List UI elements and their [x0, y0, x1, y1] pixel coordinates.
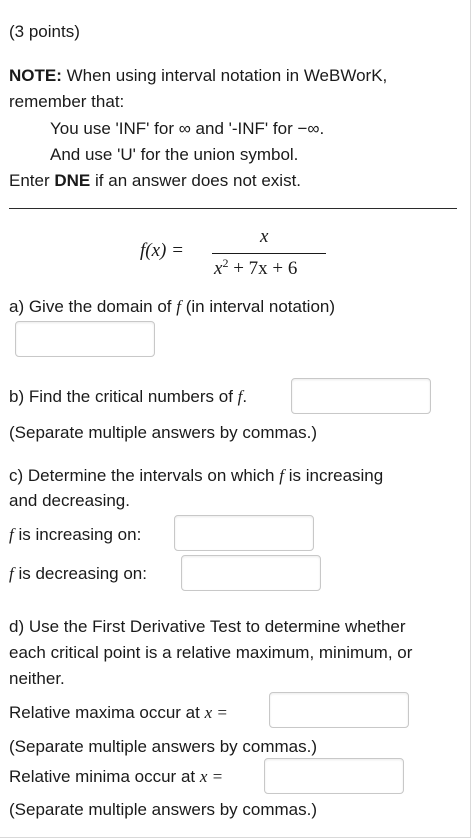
points-label: (3 points)	[9, 22, 80, 41]
dne-keyword: DNE	[54, 171, 91, 190]
question-b-note: (Separate multiple answers by commas.)	[9, 423, 318, 442]
decreasing-input[interactable]	[181, 555, 321, 591]
relative-minima-input[interactable]	[264, 758, 404, 794]
formula-denominator: $x^2 + 7x + 6$	[214, 256, 298, 279]
formula-lhs: f(x) =	[140, 240, 184, 261]
question-c-line-2: and decreasing.	[9, 491, 130, 510]
relative-maxima-label: Relative maxima occur at x =	[9, 703, 228, 722]
formula-numerator: x	[260, 226, 269, 247]
divider	[9, 208, 457, 209]
question-a: a) Give the domain of f (in interval notation)	[9, 297, 336, 316]
decreasing-label: f is decreasing on:	[9, 564, 147, 583]
question-b: b) Find the critical numbers of f.	[9, 387, 248, 406]
domain-answer-input[interactable]	[15, 321, 155, 357]
increasing-label: f is increasing on:	[9, 525, 142, 544]
note-inf-line: You use 'INF' for ∞ and '-INF' for −∞.	[50, 119, 325, 138]
relative-minima-label: Relative minima occur at x =	[9, 767, 224, 786]
note-label: NOTE:	[9, 66, 62, 85]
question-d-line-1: d) Use the First Derivative Test to determine whether	[9, 617, 406, 636]
note-text-1: When using interval notation in WeBWorK,	[66, 66, 388, 85]
question-c-line-1: c) Determine the intervals on which f is increasing	[9, 466, 384, 485]
note-dne-line	[9, 170, 301, 192]
relative-maxima-input[interactable]	[269, 692, 409, 728]
dne-prefix: Enter	[9, 171, 50, 190]
note-line-1	[9, 65, 387, 87]
critical-numbers-input[interactable]	[291, 378, 431, 414]
question-d-line-3: neither.	[9, 669, 65, 688]
fraction-bar	[212, 253, 326, 254]
minima-note: (Separate multiple answers by commas.)	[9, 800, 318, 819]
maxima-note: (Separate multiple answers by commas.)	[9, 737, 318, 756]
question-d-line-2: each critical point is a relative maximum, minimum, or	[9, 643, 413, 662]
increasing-input[interactable]	[174, 515, 314, 551]
note-line-2: remember that:	[9, 92, 125, 111]
function-formula	[140, 226, 330, 286]
note-union-line: And use 'U' for the union symbol.	[50, 145, 299, 164]
dne-suffix: if an answer does not exist.	[95, 171, 302, 190]
